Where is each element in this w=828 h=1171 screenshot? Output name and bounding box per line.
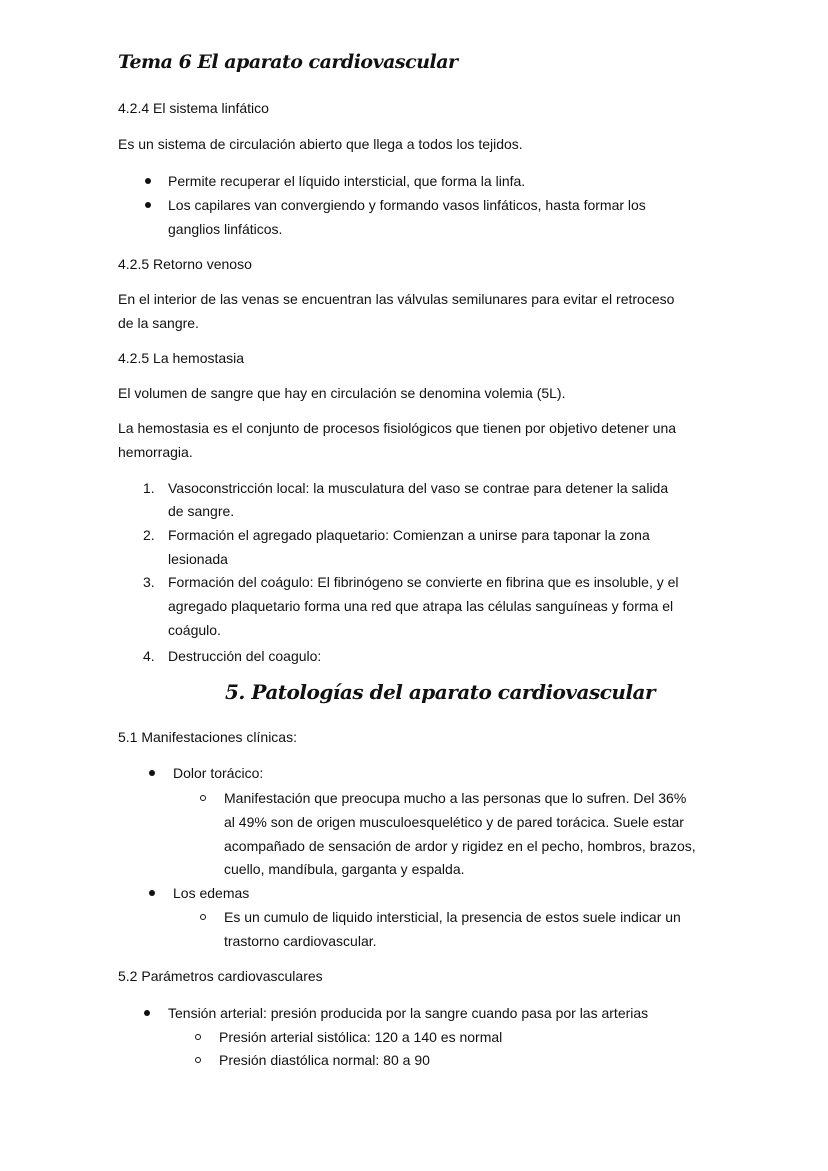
paragraph: hemorragia. (118, 444, 193, 460)
sub-bullet-icon (195, 1057, 201, 1063)
bullet-text: ganglios linfáticos. (168, 221, 283, 237)
paragraph: La hemostasia es el conjunto de procesos fisiológicos que tienen por objetivo detener una (118, 420, 677, 436)
bullet-text: Dolor torácico: (173, 765, 264, 781)
sub-bullet-icon (200, 795, 206, 801)
list-item-text: agregado plaquetario forma una red que atrapa las células sanguíneas y forma el (168, 598, 674, 614)
sub-bullet-icon (200, 914, 206, 920)
bullet-icon (145, 178, 151, 184)
sub-bullet-text: cuello, mandíbula, garganta y espalda. (224, 861, 465, 877)
paragraph: Es un sistema de circulación abierto que llega a todos los tejidos. (118, 136, 523, 152)
document-title: Tema 6 El aparato cardiovascular (118, 51, 458, 73)
bullet-icon (145, 202, 151, 208)
sub-bullet-text: Presión arterial sistólica: 120 a 140 es normal (219, 1029, 503, 1045)
bullet-icon (149, 770, 155, 776)
bullet-text: Los capilares van convergiendo y formando vasos linfáticos, hasta formar los (168, 197, 646, 213)
list-item-text: Formación del coágulo: El fibrinógeno se convierte en fibrina que es insoluble, y el (168, 574, 679, 590)
sub-bullet-text: Es un cumulo de liquido intersticial, la presencia de estos suele indicar un (224, 909, 681, 925)
bullet-icon (149, 890, 155, 896)
list-number: 2. (143, 527, 155, 543)
list-number: 1. (143, 480, 155, 496)
sub-bullet-text: Manifestación que preocupa mucho a las personas que lo sufren. Del 36% (224, 790, 687, 806)
bullet-icon (144, 1010, 150, 1016)
chapter-heading: 5. Patologías del aparato cardiovascular (225, 680, 656, 704)
list-item-text: de sangre. (168, 503, 235, 519)
section-heading: 5.1 Manifestaciones clínicas: (118, 729, 297, 745)
section-heading: 4.2.5 La hemostasia (118, 350, 245, 366)
list-number: 4. (143, 648, 155, 664)
sub-bullet-text: acompañado de sensación de ardor y rigidez en el pecho, hombros, brazos, (224, 838, 696, 854)
section-heading: 5.2 Parámetros cardiovasculares (118, 968, 323, 984)
sub-bullet-icon (195, 1034, 201, 1040)
bullet-text: Los edemas (173, 885, 250, 901)
paragraph: El volumen de sangre que hay en circulación se denomina volemia (5L). (118, 385, 566, 401)
sub-bullet-text: Presión diastólica normal: 80 a 90 (219, 1052, 430, 1068)
sub-bullet-text: al 49% son de origen musculoesquelético y de pared torácica. Suele estar (224, 814, 684, 830)
list-item-text: lesionada (168, 551, 228, 567)
list-number: 3. (143, 574, 155, 590)
section-heading: 4.2.4 El sistema linfático (118, 100, 269, 116)
list-item-text: Formación el agregado plaquetario: Comienzan a unirse para taponar la zona (168, 527, 650, 543)
bullet-text: Permite recuperar el líquido intersticial, que forma la linfa. (168, 173, 526, 189)
bullet-text: Tensión arterial: presión producida por la sangre cuando pasa por las arterias (168, 1005, 649, 1021)
list-item-text: Destrucción del coagulo: (168, 648, 322, 664)
paragraph: En el interior de las venas se encuentran las válvulas semilunares para evitar el retroceso (118, 291, 675, 307)
list-item-text: coágulo. (168, 622, 221, 638)
section-heading: 4.2.5 Retorno venoso (118, 256, 252, 272)
sub-bullet-text: trastorno cardiovascular. (224, 933, 377, 949)
paragraph: de la sangre. (118, 315, 199, 331)
list-item-text: Vasoconstricción local: la musculatura del vaso se contrae para detener la salida (168, 480, 669, 496)
